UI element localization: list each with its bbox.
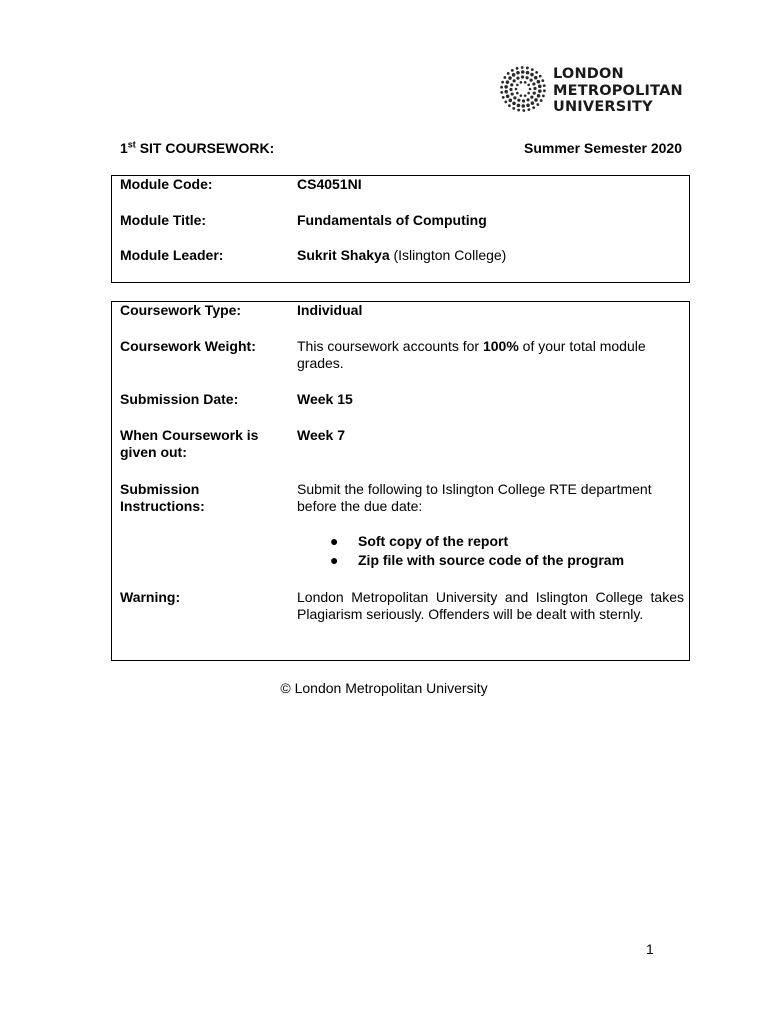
submission-items-list [297, 533, 684, 571]
logo-dot [524, 94, 527, 97]
module-leader-affiliation: (Islington College) [393, 247, 507, 263]
logo-dot [533, 87, 536, 90]
coursework-number-suffix: st [127, 139, 136, 150]
logo-dot [539, 75, 542, 78]
logo-dot [506, 80, 510, 84]
logo-dot [516, 77, 519, 80]
coursework-weight-value [297, 338, 684, 372]
weight-percent: 100% [482, 338, 519, 354]
module-leader-label: Module Leader: [120, 247, 224, 263]
logo-dot [538, 89, 542, 93]
logo-dot [524, 81, 527, 84]
logo-dot [516, 92, 519, 95]
logo-dot [512, 73, 516, 77]
module-code-label: Module Code: [120, 176, 213, 192]
logo-dot [527, 92, 530, 95]
coursework-title: SIT COURSEWORK: [139, 140, 275, 156]
logo-dot [509, 88, 512, 91]
logo-dot [530, 73, 534, 77]
module-title-label: Module Title: [120, 212, 207, 228]
submission-instructions-text: Submit the following to Islington College RTE department before the due date: [297, 481, 652, 514]
submission-instructions-label: Submission Instructions: [120, 481, 205, 514]
logo-dot [521, 104, 525, 108]
logo-dot [526, 98, 529, 101]
logo-dot [534, 98, 538, 102]
logo-dot [506, 94, 510, 98]
logo-dot [517, 104, 521, 108]
copyright-text: © London Metropolitan University [280, 680, 488, 696]
logo-dot [516, 71, 520, 75]
bullet-icon: ● [330, 552, 339, 568]
logo-dot [532, 106, 535, 109]
logo-dot [528, 108, 531, 111]
semester-label: Summer Semester 2020 [524, 140, 682, 156]
given-out-value: Week 7 [297, 427, 345, 443]
logo-dot [536, 103, 539, 106]
logo-dot [513, 79, 516, 82]
logo-dot [526, 71, 530, 75]
logo-dot [526, 103, 530, 107]
logo-dot [508, 76, 512, 80]
logo-dot [515, 88, 518, 91]
module-title-value: Fundamentals of Computing [297, 212, 487, 228]
submission-instructions-value [297, 481, 684, 571]
logo-dot [538, 85, 542, 89]
logo-dot [531, 68, 534, 71]
logo-dot [533, 92, 536, 95]
logo-dot [520, 94, 523, 97]
logo-line-1: LONDON [553, 66, 624, 82]
logo-dot [521, 66, 524, 69]
logo-dot [507, 72, 510, 75]
logo-dot [512, 102, 516, 106]
logo-dot [535, 71, 538, 74]
logo-dot [532, 82, 535, 85]
logo-dot [530, 96, 533, 99]
given-out-label: When Coursework is given out: [120, 427, 259, 460]
logo-dot [543, 89, 546, 92]
submission-item: ● Zip file with source code of the program [330, 552, 625, 568]
coursework-number: 1 [120, 140, 128, 156]
logo-dot [504, 90, 508, 94]
warning-label: Warning: [120, 589, 181, 605]
logo-dot [543, 84, 546, 87]
submission-item: ● Soft copy of the report [330, 533, 509, 549]
logo-dot [540, 99, 543, 102]
logo-dot [517, 109, 520, 112]
logo-dot [511, 92, 514, 95]
coursework-type-label: Coursework Type: [120, 302, 242, 318]
logo-wordmark [553, 66, 683, 116]
coursework-heading [120, 140, 682, 157]
weight-text-suffix: of your total module grades. [297, 338, 646, 371]
coursework-info-box [111, 301, 690, 661]
logo-dot [504, 85, 508, 89]
logo-dot [502, 96, 505, 99]
coursework-type-value: Individual [297, 302, 363, 318]
logo-line-2: METROPOLITAN [553, 82, 683, 99]
logo-dot [520, 81, 523, 84]
starburst-logo-icon [500, 66, 546, 112]
logo-dot [503, 76, 506, 79]
weight-text-prefix: This coursework accounts for [297, 338, 480, 354]
logo-dot [511, 69, 514, 72]
logo-dot [500, 86, 503, 89]
logo-dot [531, 101, 535, 105]
logo-line-3: UNIVERSITY [553, 99, 653, 115]
logo-dot [527, 84, 530, 87]
logo-dot [517, 99, 520, 102]
logo-dot [534, 76, 538, 80]
logo-dot [522, 99, 525, 102]
logo-dot [521, 70, 525, 74]
logo-dot [526, 76, 529, 79]
logo-dot [500, 91, 503, 94]
module-code-value: CS4051NI [297, 176, 362, 192]
bullet-icon: ● [330, 533, 339, 549]
logo-dot [542, 94, 545, 97]
logo-dot [516, 84, 519, 87]
logo-dot [510, 83, 513, 86]
logo-dot [530, 79, 533, 82]
university-logo [500, 64, 690, 116]
logo-dot [529, 88, 532, 91]
logo-dot [513, 96, 516, 99]
module-info-box [111, 175, 690, 283]
logo-dot [504, 100, 507, 103]
submission-date-label: Submission Date: [120, 391, 239, 407]
submission-date-value: Week 15 [297, 391, 353, 407]
logo-dot [512, 107, 515, 110]
logo-dot [521, 75, 524, 78]
logo-dot [526, 67, 529, 70]
logo-dot [501, 81, 504, 84]
module-leader-value [297, 247, 684, 264]
copyright-notice [0, 680, 768, 697]
page-number: 1 [646, 941, 654, 957]
logo-dot [537, 80, 541, 84]
logo-dot [516, 67, 519, 70]
logo-dot [522, 109, 525, 112]
logo-dot [509, 99, 513, 103]
module-leader-name: Sukrit Shakya [297, 247, 390, 263]
logo-dot [508, 104, 511, 107]
logo-dot [541, 79, 544, 82]
warning-text: London Metropolitan University and Islington College takes Plagiarism seriously. Offenders will be dealt with sternly. [297, 589, 684, 622]
logo-dot [537, 94, 541, 98]
coursework-weight-label: Coursework Weight: [120, 338, 256, 354]
